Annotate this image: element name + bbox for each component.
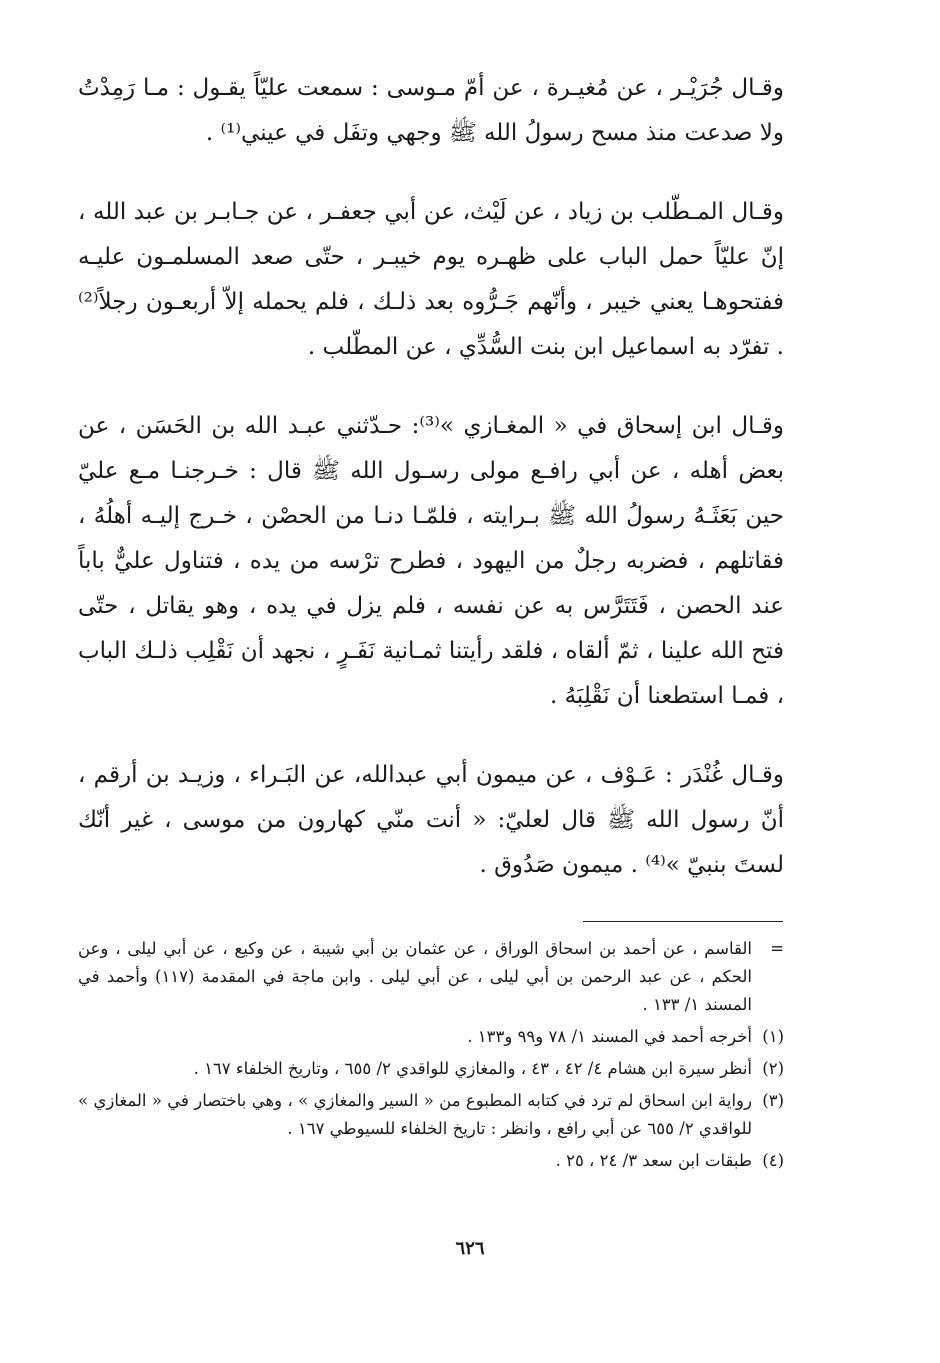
footnote-marker: (٤) xyxy=(762,1151,784,1170)
footnote-text: القاسم ، عن أحمد بن اسحاق الوراق ، عن عثمان بن أبي شيبة ، عن وكيع ، عن أبي ليلى ، وعن الحكم ، عن عبد الرحمن بن أبي ليلى ، عن أبي ليلى . وابن ماجة في المقدمة (١١٧) وأحمد في المسند ١/ ١٣٣ . xyxy=(78,939,752,1014)
footnote-text: طبقات ابن سعد ٣/ ٢٤ ، ٢٥ . xyxy=(555,1151,752,1170)
footnote-3 xyxy=(78,1087,784,1143)
main-text xyxy=(78,66,784,888)
footnote-continuation xyxy=(78,935,784,1019)
footnote-marker: (٣) xyxy=(762,1091,784,1110)
footnote-text: أنظر سيرة ابن هشام ٤/ ٤٢ ، ٤٣ ، والمغازي للواقدي ٢/ ٦٥٥ ، وتاريخ الخلفاء ١٦٧ . xyxy=(193,1059,752,1078)
footnote-4 xyxy=(78,1147,784,1175)
page-number: ٦٢٦ xyxy=(455,1238,485,1259)
footnote-marker: = xyxy=(770,939,784,958)
footnotes xyxy=(78,935,784,1179)
footnote-2 xyxy=(78,1055,784,1083)
footnote-marker: (٢) xyxy=(762,1059,784,1078)
footnote-1 xyxy=(78,1023,784,1051)
paragraph-2: وقـال المـطّلب بن زياد ، عن لَيْث، عن أبي جعفـر ، عن جـابـر بن عبد الله ، إنّ عليّاً حمل الباب على ظهـره يوم خيبـر ، حتّى صعد المسلمـون عليـه ففتحوهـا يعني خيبر ، وأنّهم جَـرُّوه بعد ذلـك ، فلم يحمله إلاّ أربعـون رجلاً⁽²⁾ . تفرّد به اسماعيل ابن بنت السُّدِّي ، عن المطّلب . xyxy=(78,199,784,360)
footnote-separator xyxy=(583,921,783,922)
paragraph-4: وقـال غُنْدَر : عَـوْف ، عن ميمون أبي عبدالله، عن البَـراء ، وزيـد بن أرقم ، أنّ رسول الله ﷺ قال لعليّ: « أنت منّي كهارون من موسى ، غير أنّك لستَ بنبيّ »⁽⁴⁾ . ميمون صَدُوق . xyxy=(78,762,784,878)
footnote-text: رواية ابن اسحاق لم ترد في كتابه المطبوع من « السير والمغازي » ، وهي باختصار في « المغازي » للواقدي ٢/ ٦٥٥ عن أبي رافع ، وانظر : تاريخ الخلفاء للسيوطي ١٦٧ . xyxy=(78,1091,752,1138)
footnote-marker: (١) xyxy=(762,1027,784,1046)
paragraph-3: وقـال ابن إسحاق في « المغـازي »⁽³⁾: حـدّثني عبـد الله بن الحَسَن ، عن بعض أهله ، عن أبي رافـع مولى رسـول الله ﷺ قال : خـرجنـا مـع عليّ حين بَعَثَـهُ رسولُ الله ﷺ بـرايته ، فلمّـا دنـا من الحصْن ، خـرج إليـه أهلُهُ ، فقاتلهم ، فضربه رجلٌ من اليهود ، فطرح ترْسه من يده ، فتناول عليٌّ باباً عند الحصن ، فَتَتَرَّس به عن نفسه ، فلم يزل في يده ، وهو يقاتل ، حتّى فتح الله علينا ، ثمّ ألقاه ، فلقد رأيتنا ثمـانية نَفَـرٍ ، نجهد أن نَقْلِب ذلـك الباب ، فمـا استطعنا أن نَقْلِبَهُ . xyxy=(78,413,784,709)
paragraph-1: وقـال جُرَيْـر ، عن مُغيـرة ، عن أمّ مـوسى : سمعت عليّاً يقـول : مـا رَمِدْتُ ولا صدعت منذ مسح رسولُ الله ﷺ وجهي وتفَل في عيني⁽¹⁾ . xyxy=(78,75,784,146)
footnote-text: أخرجه أحمد في المسند ١/ ٧٨ و٩٩ و١٣٣ . xyxy=(467,1027,752,1046)
